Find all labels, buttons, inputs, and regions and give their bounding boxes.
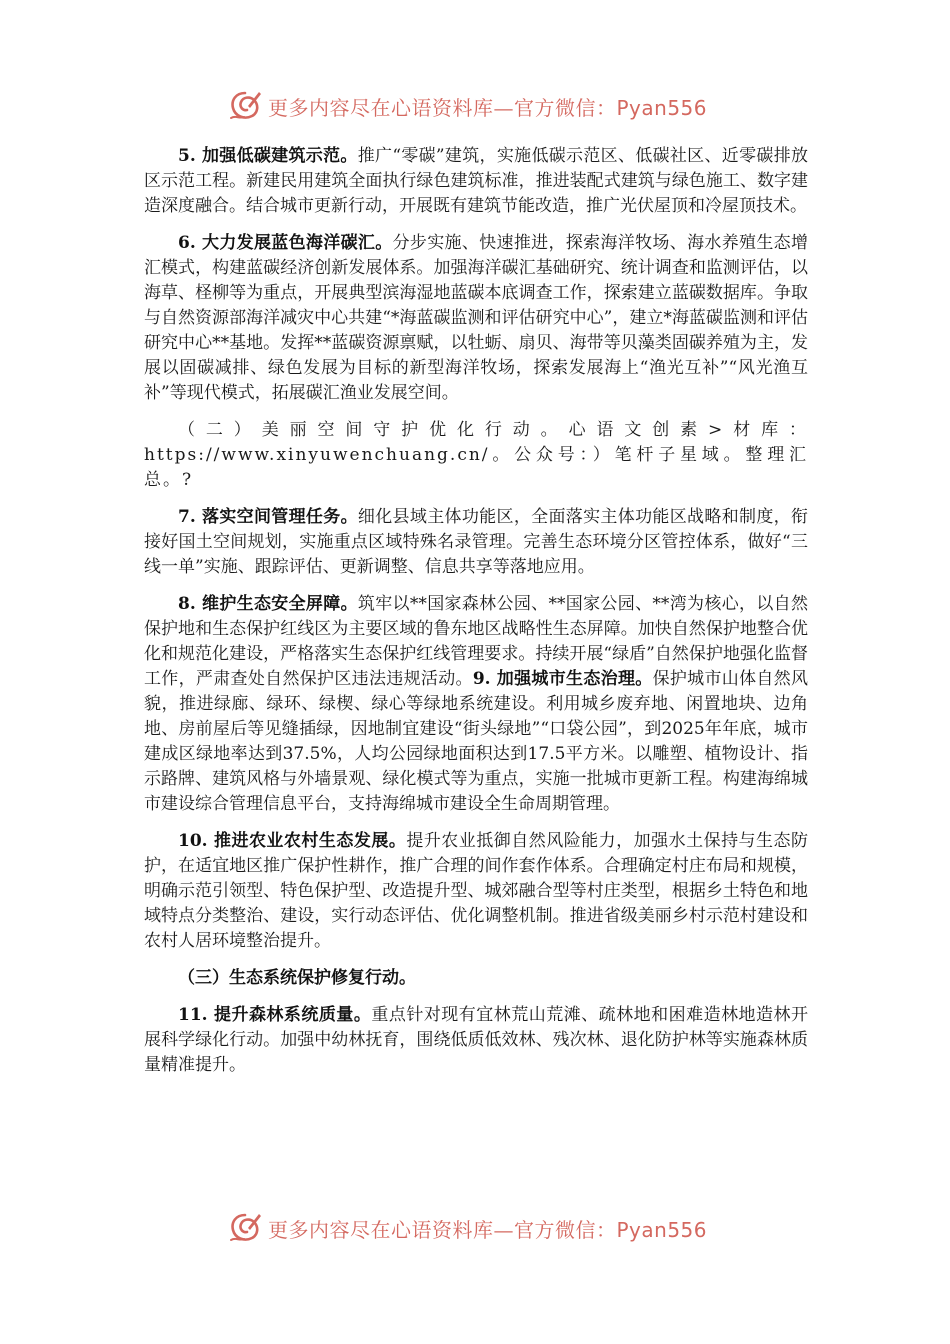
paragraph-title-9: 9. 加强城市生态治理。 — [472, 669, 653, 689]
section-heading-text: （二）美丽空间守护优化行动。心语文创素>材库：https://www.xinyuwenchuang.cn/。公众号：）笔杆子星域。整理汇总。? — [144, 420, 808, 490]
paragraph-11 — [144, 1003, 808, 1078]
paragraph-title: 8. 维护生态安全屏障。 — [178, 594, 358, 614]
paragraph-10 — [144, 829, 808, 954]
paragraph-title: 5. 加强低碳建筑示范。 — [178, 146, 358, 166]
banner-text: 更多内容尽在心语资料库—官方微信：Pyan556 — [268, 95, 708, 120]
paragraph-title: 7. 落实空间管理任务。 — [178, 507, 358, 527]
paragraph-5 — [144, 144, 808, 219]
paragraph-text-9: 保护城市山体自然风貌，推进绿廊、绿环、绿楔、绿心等绿地系统建设。利用城乡废弃地、闲置地块、边角地、房前屋后等见缝插绿，因地制宜建设“街头绿地”“口袋公园”，到2025年年底，城市建成区绿地率达到37.5%，人均公园绿地面积达到17.5平方米。以雕塑、植物设计、指示路牌、建筑风格与外墙景观、绿化模式等为重点，实施一批城市更新工程。构建海绵城市建设综合管理信息平台，支持海绵城市建设全生命周期管理。 — [144, 669, 809, 814]
footer-banner — [228, 1208, 748, 1248]
wechat-id: Pyan556 — [616, 1217, 708, 1242]
paragraph-title: 11. 提升森林系统质量。 — [178, 1005, 372, 1025]
pen-swirl-logo-icon — [228, 89, 262, 123]
banner-text: 更多内容尽在心语资料库—官方微信：Pyan556 — [268, 1217, 708, 1242]
paragraph-text: 筑牢以**国家森林公园、**国家公园、**湾为核心，以自然保护地和生态保护红线区为主要区域的鲁东地区战略性生态屏障。加快自然保护地整合优化和规范化建设，严格落实生态保护红线管理要求。持续开展“绿盾”自然保护地强化监督工作，严肃查处自然保护区违法违规活动。 — [144, 594, 808, 689]
paragraph-8-9 — [144, 592, 808, 817]
section-heading-2 — [144, 418, 808, 493]
paragraph-text: 细化县域主体功能区，全面落实主体功能区战略和制度，衔接好国土空间规划，实施重点区域特殊名录管理。完善生态环境分区管控体系，做好“三线一单”实施、跟踪评估、更新调整、信息共享等落地应用。 — [144, 507, 808, 577]
document-body — [144, 144, 808, 1090]
paragraph-text: 重点针对现有宜林荒山荒滩、疏林地和困难造林地造林开展科学绿化行动。加强中幼林抚育，围绕低质低效林、残次林、退化防护林等实施森林质量精准提升。 — [144, 1005, 809, 1075]
paragraph-6 — [144, 231, 808, 406]
section-heading-text: （三）生态系统保护修复行动。 — [178, 968, 416, 988]
paragraph-7 — [144, 505, 808, 580]
paragraph-title: 10. 推进农业农村生态发展。 — [178, 831, 407, 851]
paragraph-text: 分步实施、快速推进，探索海洋牧场、海水养殖生态增汇模式，构建蓝碳经济创新发展体系。加强海洋碳汇基础研究、统计调查和监测评估，以海草、柽柳等为重点，开展典型滨海湿地蓝碳本底调查工作，探索建立蓝碳数据库。争取与自然资源部海洋减灾中心共建“*海蓝碳监测和评估研究中心”，建立*海蓝碳监测和评估研究中心**基地。发挥**蓝碳资源禀赋，以牡蛎、扇贝、海带等贝藻类固碳养殖为主，发展以固碳减排、绿色发展为目标的新型海洋牧场，探索发展海上“渔光互补”“风光渔互补”等现代模式，拓展碳汇渔业发展空间。 — [144, 233, 809, 403]
paragraph-title: 6. 大力发展蓝色海洋碳汇。 — [178, 233, 393, 253]
header-banner — [228, 86, 748, 126]
pen-swirl-logo-icon — [228, 1211, 262, 1245]
paragraph-text: 提升农业抵御自然风险能力，加强水土保持与生态防护，在适宜地区推广保护性耕作，推广合理的间作套作体系。合理确定村庄布局和规模，明确示范引领型、特色保护型、改造提升型、城郊融合型等村庄类型，根据乡土特色和地域特点分类整治、建设，实行动态评估、优化调整机制。推进省级美丽乡村示范村建设和农村人居环境整治提升。 — [144, 831, 809, 951]
section-heading-3 — [144, 966, 808, 991]
wechat-id: Pyan556 — [616, 95, 708, 120]
paragraph-text: 推广“零碳”建筑，实施低碳示范区、低碳社区、近零碳排放区示范工程。新建民用建筑全面执行绿色建筑标准，推进装配式建筑与绿色施工、数字建造深度融合。结合城市更新行动，开展既有建筑节能改造，推广光伏屋顶和冷屋顶技术。 — [144, 146, 808, 216]
